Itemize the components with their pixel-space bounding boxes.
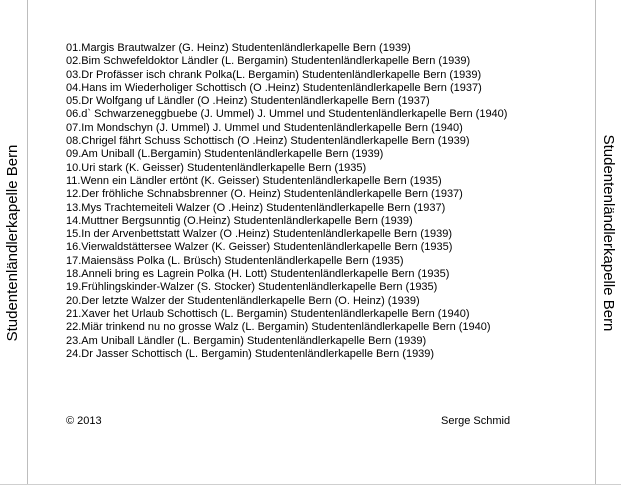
track-item: 24.Dr Jasser Schottisch (L. Bergamin) Studentenländlerkapelle Bern (1939) — [66, 347, 435, 360]
track-item: 07.Im Mondschyn (J. Ummel) J. Ummel und Studentenländlerkapelle Bern (1940) — [66, 121, 463, 134]
track-item: 08.Chrigel fährt Schuss Schottisch (O .Heinz) Studentenländlerkapelle Bern (1939) — [66, 135, 470, 148]
track-item: 03.Dr Profässer isch chrank Polka(L. Bergamin) Studentenländlerkapelle Bern (1939) — [66, 68, 482, 81]
right-spine-title: Studentenländlerkapelle Bern — [600, 134, 617, 332]
copyright-notice: © 2013 — [66, 415, 102, 427]
track-item: 23.Am Uniball Ländler (L. Bergamin) Studentenländlerkapelle Bern (1939) — [66, 334, 427, 347]
track-item: 06.d` Schwarzeneggbuebe (J. Ummel) J. Ummel und Studentenländlerkapelle Bern (1940) — [66, 108, 508, 121]
left-spine-title: Studentenländlerkapelle Bern — [4, 144, 21, 342]
track-item: 01.Margis Brautwalzer (G. Heinz) Studentenländlerkapelle Bern (1939) — [66, 42, 411, 54]
bottom-divider — [0, 484, 621, 485]
track-item: 18.Anneli bring es Lagrein Polka (H. Lott) Studentenländlerkapelle Bern (1935) — [66, 268, 450, 281]
track-item: 22.Miär trinkend nu no grosse Walz (L. Bergamin) Studentenländlerkapelle Bern (1940) — [66, 321, 491, 334]
track-item: 05.Dr Wolfgang uf Ländler (O .Heinz) Studentenländlerkapelle Bern (1937) — [66, 95, 430, 108]
track-item: 20.Der letzte Walzer der Studentenländlerkapelle Bern (O. Heinz) (1939) — [66, 294, 420, 307]
author-name: Serge Schmid — [441, 415, 511, 427]
track-item: 10.Uri stark (K. Geisser) Studentenländlerkapelle Bern (1935) — [66, 161, 367, 174]
track-item: 02.Bim Schwefeldoktor Ländler (L. Bergamin) Studentenländlerkapelle Bern (1939) — [66, 55, 471, 68]
track-list — [66, 42, 586, 361]
track-item: 21.Xaver het Urlaub Schottisch (L. Bergamin) Studentenländlerkapelle Bern (1940) — [66, 307, 470, 320]
left-spine-divider — [27, 0, 28, 484]
track-item: 13.Mys Trachtemeiteli Walzer (O .Heinz) Studentenländlerkapelle Bern (1937) — [66, 201, 446, 214]
track-item: 16.Vierwaldstättersee Walzer (K. Geisser) Studentenländlerkapelle Bern (1935) — [66, 241, 453, 254]
track-item: 04.Hans im Wiederholiger Schottisch (O .Heinz) Studentenländlerkapelle Bern (1937) — [66, 81, 482, 94]
track-item: 14.Muttner Bergsunntig (O.Heinz) Studentenländlerkapelle Bern (1939) — [66, 214, 413, 227]
track-item: 09.Am Uniball (L.Bergamin) Studentenländlerkapelle Bern (1939) — [66, 148, 384, 161]
track-item: 17.Maiensäss Polka (L. Brüsch) Studentenländlerkapelle Bern (1935) — [66, 254, 404, 267]
right-spine-divider — [595, 0, 596, 484]
track-item: 11.Wenn ein Ländler ertönt (K. Geisser) Studentenländlerkapelle Bern (1935) — [66, 174, 442, 187]
track-item: 19.Frühlingskinder-Walzer (S. Stocker) Studentenländlerkapelle Bern (1935) — [66, 281, 438, 294]
track-item: 12.Der fröhliche Schnabsbrenner (O. Heinz) Studentenländlerkapelle Bern (1937) — [66, 188, 463, 201]
track-item: 15.In der Arvenbettstatt Walzer (O .Heinz) Studentenländlerkapelle Bern (1939) — [66, 228, 453, 241]
